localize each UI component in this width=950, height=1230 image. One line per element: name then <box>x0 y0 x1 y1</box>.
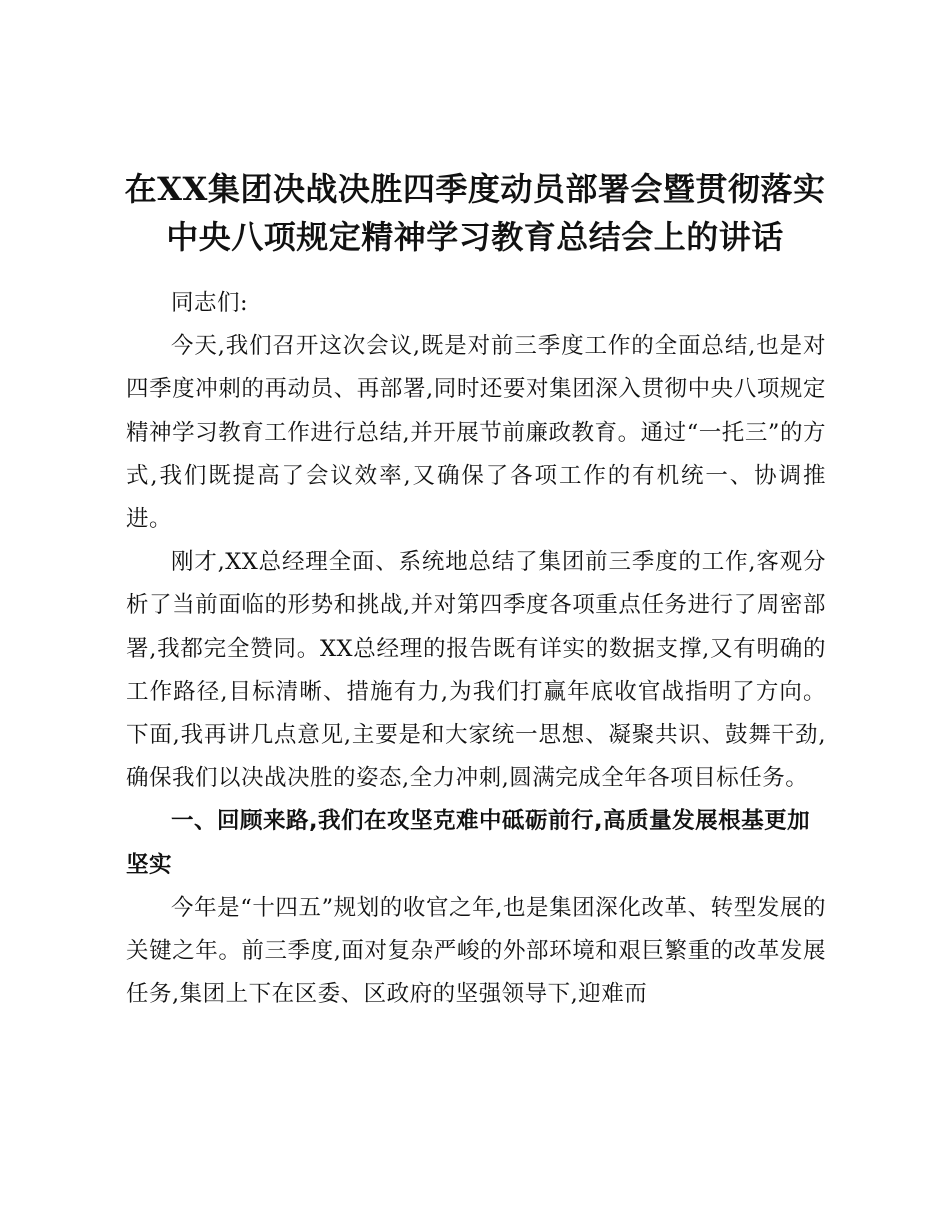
paragraph-section-1: 今年是“十四五”规划的收官之年,也是集团深化改革、转型发展的关键之年。前三季度,面对复杂严峻的外部环境和艰巨繁重的改革发展任务,集团上下在区委、区政府的坚强领导下,迎难而 <box>126 894 826 1008</box>
salutation: 同志们: <box>171 290 249 316</box>
document-title: 在XX集团决战决胜四季度动员部署会暨贯彻落实中央八项规定精神学习教育总结会上的讲话 <box>124 170 826 256</box>
section-heading-1: 一、回顾来路,我们在攻坚克难中砥砺前行,高质量发展根基更加坚实 <box>126 808 811 878</box>
document-body <box>126 282 826 1016</box>
paragraph-review: 刚才,XX总经理全面、系统地总结了集团前三季度的工作,客观分析了当前面临的形势和挑战,并对第四季度各项重点任务进行了周密部署,我都完全赞同。XX总经理的报告既有详实的数据支撑,又有明确的工作路径,目标清晰、措施有力,为我们打赢年底收官战指明了方向。下面,我再讲几点意见,主要是和大家统一思想、凝聚共识、鼓舞干劲,确保我们以决战决胜的姿态,全力冲刺,圆满完成全年各项目标任务。 <box>126 549 826 792</box>
paragraph-opening: 今天,我们召开这次会议,既是对前三季度工作的全面总结,也是对四季度冲刺的再动员、再部署,同时还要对集团深入贯彻中央八项规定精神学习教育工作进行总结,并开展节前廉政教育。通过“一托三”的方式,我们既提高了会议效率,又确保了各项工作的有机统一、协调推进。 <box>126 333 826 533</box>
